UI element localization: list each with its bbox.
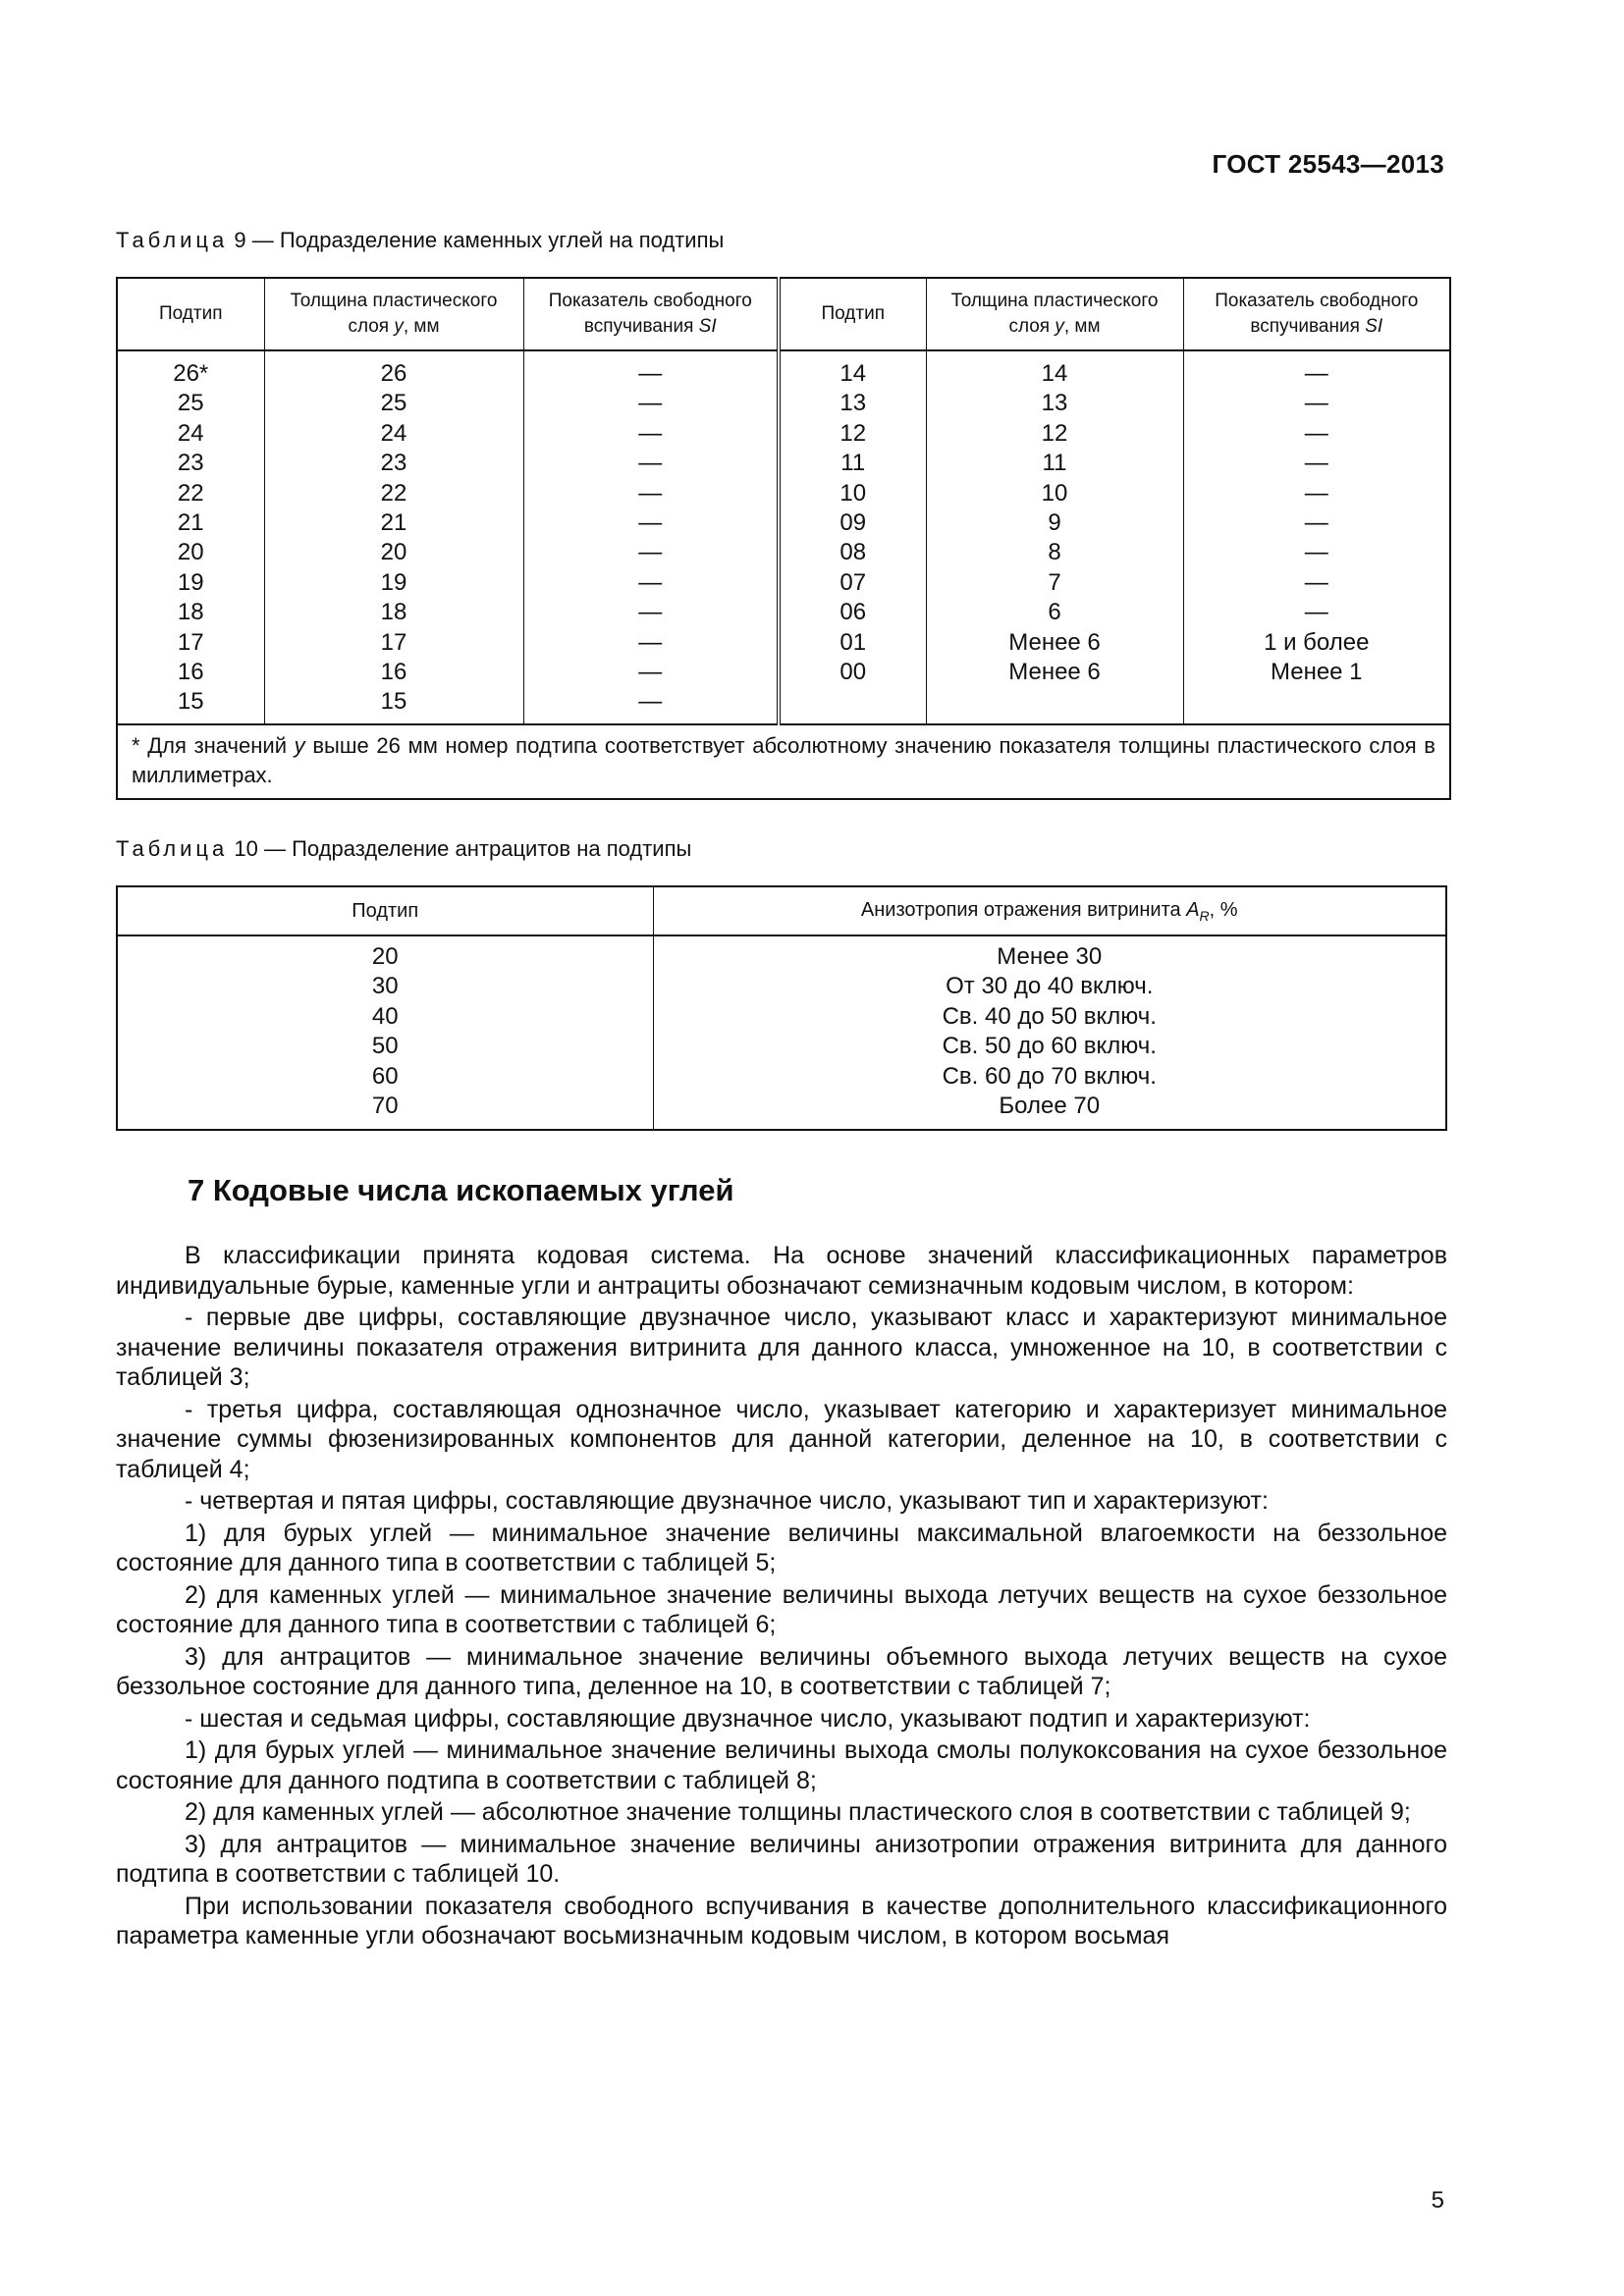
section-body — [116, 1241, 1447, 1953]
table9-header-swelling-2: Показатель свободного вспучивания SI — [1183, 278, 1450, 350]
table9-body-row — [117, 350, 1450, 724]
table9-header-swelling: Показатель свободного вспучивания SI — [523, 278, 779, 350]
table10-col-anisotropy: Менее 30 От 30 до 40 включ. Св. 40 до 50 включ. Св. 50 до 60 включ. Св. 60 до 70 включ. Более 70 — [653, 935, 1446, 1130]
table10-header-anisotropy: Анизотропия отражения витринита $A_R$, % — [653, 886, 1446, 935]
table9-col-thickness-right: 14 13 12 11 10 9 8 7 6 Менее 6 Менее 6 — [926, 350, 1183, 724]
paragraph: - шестая и седьмая цифры, составляющие двузначное число, указывают подтип и характеризуют: — [185, 1704, 1311, 1733]
table9-col-swelling-left: — — — — — — — — — — — — — [523, 350, 779, 724]
paragraph: - третья цифра, составляющая однозначное число, указывает категорию и характеризует минимальное значение суммы фюзенизированных компонентов для данной категории, деленное на 10, в соответствии с таблицей 4; — [116, 1395, 1447, 1483]
table10-header-subtype: Подтип — [117, 886, 653, 935]
paragraph: 3) для антрацитов — минимальное значение величины анизотропии отражения витринита для данного подтипа в соответствии с таблицей 10. — [116, 1830, 1447, 1888]
table10-caption-label: Таблица — [116, 836, 229, 861]
table10 — [116, 885, 1447, 1131]
page-number: 5 — [1431, 2187, 1444, 2214]
paragraph: 1) для бурых углей — минимальное значение величины максимальной влагоемкости на беззольное состояние для данного типа в соответствии с таблицей 5; — [116, 1519, 1447, 1576]
table9-caption-text: 9 — Подразделение каменных углей на подтипы — [234, 228, 725, 252]
table9 — [116, 277, 1451, 800]
table9-col-swelling-right: — — — — — — — — — 1 и более Менее 1 — [1183, 350, 1450, 724]
table10-body-row — [117, 935, 1446, 1130]
paragraph: 1) для бурых углей — минимальное значение величины выхода смолы полукоксования на сухое беззольное состояние для данного подтипа в соответствии с таблицей 8; — [116, 1736, 1447, 1794]
standard-code: ГОСТ 25543—2013 — [1212, 149, 1444, 179]
table9-header-subtype-2: Подтип — [779, 278, 926, 350]
table9-caption-label: Таблица — [116, 228, 229, 252]
paragraph: В классификации принята кодовая система. На основе значений классификационных параметров индивидуальные бурые, каменные угли и антрациты обозначают семизначным кодовым числом, в котором: — [116, 1242, 1447, 1300]
table9-header-thickness: Толщина пластического слоя y, мм — [264, 278, 523, 350]
paragraph: - первые две цифры, составляющие двузначное число, указывают класс и характеризуют минимальное значение величины показателя отражения витринита для данного класса, умноженное на 10, в соответствии с таблицей 3; — [116, 1304, 1447, 1391]
table9-header-subtype: Подтип — [117, 278, 264, 350]
table9-footnote: * Для значений y выше 26 мм номер подтипа соответствует абсолютному значению показателя толщины пластического слоя в миллиметрах. — [117, 724, 1450, 799]
table10-caption — [116, 836, 691, 862]
table9-caption — [116, 228, 724, 253]
paragraph: - четвертая и пятая цифры, составляющие двузначное число, указывают тип и характеризуют: — [185, 1487, 1269, 1515]
paragraph: 3) для антрацитов — минимальное значение величины объемного выхода летучих веществ на сухое беззольное состояние для данного типа, деленное на 10, в соответствии с таблицей 7; — [116, 1642, 1447, 1700]
table9-col-subtype-left: 26* 25 24 23 22 21 20 19 18 17 16 15 — [117, 350, 264, 724]
section-title: 7 Кодовые числа ископаемых углей — [188, 1173, 734, 1207]
table9-col-thickness-left: 26 25 24 23 22 21 20 19 18 17 16 15 — [264, 350, 523, 724]
table9-header-thickness-2: Толщина пластического слоя y, мм — [926, 278, 1183, 350]
paragraph: При использовании показателя свободного вспучивания в качестве дополнительного классификационного параметра каменные угли обозначают восьмизначным кодовым числом, в котором восьмая — [116, 1892, 1447, 1949]
table10-caption-text: 10 — Подразделение антрацитов на подтипы — [234, 836, 692, 861]
table10-header-row — [117, 886, 1446, 935]
table9-footnote-row — [117, 724, 1450, 799]
table10-col-subtype: 20 30 40 50 60 70 — [117, 935, 653, 1130]
table9-header-row — [117, 278, 1450, 350]
paragraph: 2) для каменных углей — минимальное значение величины выхода летучих веществ на сухое беззольное состояние для данного типа в соответствии с таблицей 6; — [116, 1580, 1447, 1638]
paragraph: 2) для каменных углей — абсолютное значение толщины пластического слоя в соответствии с таблицей 9; — [185, 1798, 1411, 1826]
table9-col-subtype-right: 14 13 12 11 10 09 08 07 06 01 00 — [779, 350, 926, 724]
